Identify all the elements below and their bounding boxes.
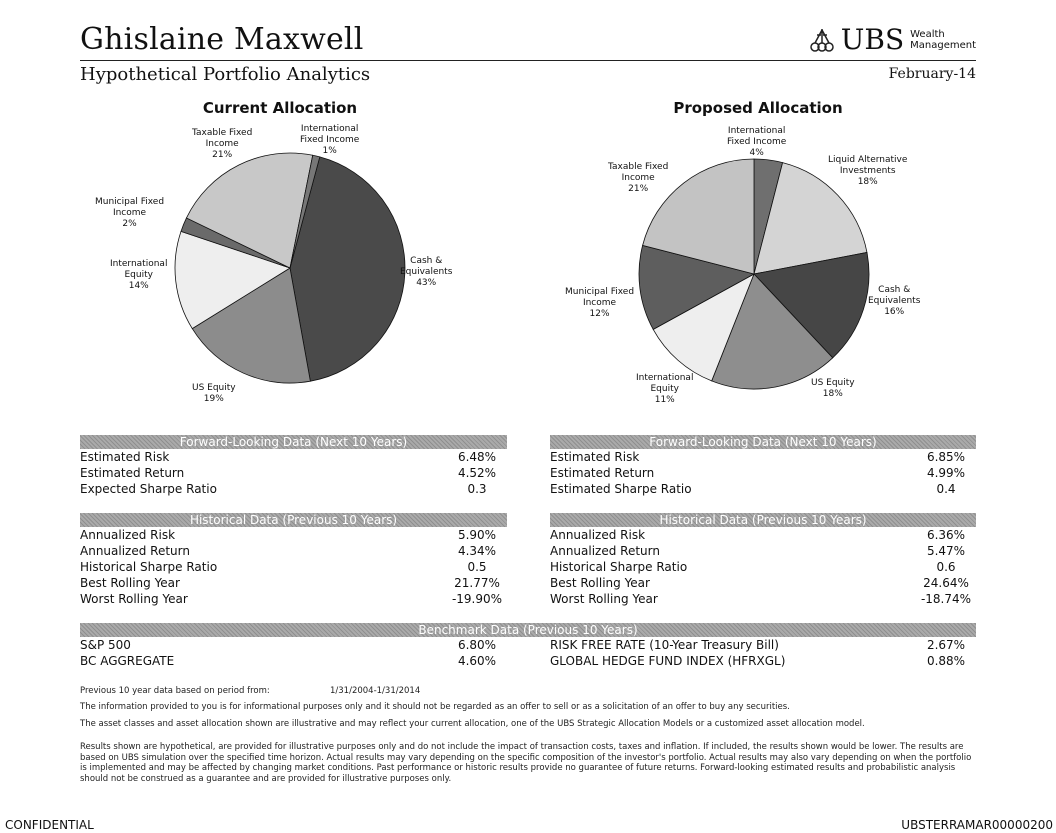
proposed-label-intl-fixed: International Fixed Income 4% [727,126,787,158]
period-value: 1/31/2004-1/31/2014 [330,686,421,696]
table-row: Best Rolling Year 24.64% [550,576,969,590]
client-name: Ghislaine Maxwell [80,22,364,57]
current-allocation-title: Current Allocation [202,99,358,117]
section-header: Benchmark Data (Previous 10 Years) [80,623,976,637]
ubs-brand: UBS [840,23,905,56]
table-row: Historical Sharpe Ratio 0.5 [80,560,487,574]
table-row: RISK FREE RATE (10-Year Treasury Bill) 2.67% [550,638,966,652]
asset-disclaimer: The asset classes and asset allocation shown are illustrative and may reflect your current allocation, one of the UBS Strategic Allocation Models or a customized asset allocation model. [80,719,865,729]
proposed-forward-panel [550,435,976,497]
period-label: Previous 10 year data based on period from: [80,686,270,696]
current-allocation-pie [175,153,405,383]
table-row: GLOBAL HEDGE FUND INDEX (HFRXGL) 0.88% [550,654,966,668]
table-row: Annualized Risk 5.90% [80,528,497,542]
current-label-intl-fixed: International Fixed Income 1% [300,124,360,156]
table-row: Expected Sharpe Ratio 0.3 [80,482,487,496]
current-label-us-equity: US Equity 19% [192,383,236,404]
section-header: Historical Data (Previous 10 Years) [550,513,976,527]
table-row: S&P 500 6.80% [80,638,497,652]
table-row: Best Rolling Year 21.77% [80,576,500,590]
proposed-label-intl-equity: International Equity 11% [636,373,694,405]
table-row: Estimated Return 4.99% [550,466,966,480]
table-row: Worst Rolling Year -19.90% [80,592,503,606]
current-label-cash: Cash & Equivalents 43% [400,256,453,288]
table-row: Annualized Risk 6.36% [550,528,966,542]
section-header: Historical Data (Previous 10 Years) [80,513,507,527]
table-row: Historical Sharpe Ratio 0.6 [550,560,956,574]
table-row: Estimated Risk 6.85% [550,450,966,464]
table-row: Worst Rolling Year -18.74% [550,592,972,606]
confidential-label: CONFIDENTIAL [5,818,94,832]
table-row: Estimated Risk 6.48% [80,450,497,464]
table-row: Annualized Return 5.47% [550,544,966,558]
proposed-label-taxable: Taxable Fixed Income 21% [608,162,669,194]
proposed-allocation-pie [639,159,869,389]
current-label-taxable: Taxable Fixed Income 21% [192,128,253,160]
proposed-label-muni: Municipal Fixed Income 12% [565,287,635,319]
proposed-historical-panel [550,513,976,607]
section-header: Forward-Looking Data (Next 10 Years) [550,435,976,449]
wealth-management-label: Wealth Management [910,28,976,51]
page-subtitle: Hypothetical Portfolio Analytics [80,64,371,85]
results-disclaimer: Results shown are hypothetical, are provided for illustrative purposes only and do not include the impact of transaction costs, taxes and inflation. If included, the results shown would be lower. The results are based on UBS simulation over the specified time horizon. Actual results may vary depending on the specific composition of the investor's portfolio. Actual results may also vary depending on when the portfolio is implemented and may be affected by changing market conditions. Past performance or historic results provide no guarantee of future returns. Forward-looking estimated results and probabilistic analysis should not be construed as a guarantee and are provided for illustrative purposes only. [80,742,972,784]
proposed-label-liquid-alt: Liquid Alternative Investments 18% [828,155,908,187]
table-row: BC AGGREGATE 4.60% [80,654,497,668]
current-label-intl-equity: International Equity 14% [110,259,168,291]
current-label-muni: Municipal Fixed Income 2% [95,197,165,229]
report-date: February-14 [888,66,976,82]
current-forward-panel [80,435,507,497]
proposed-label-cash: Cash & Equivalents 16% [868,285,921,317]
benchmark-panel [80,623,976,669]
proposed-label-us-equity: US Equity 18% [811,378,855,399]
bates-number: UBSTERRAMAR00000200 [901,818,1053,832]
table-row: Estimated Sharpe Ratio 0.4 [550,482,956,496]
table-row: Annualized Return 4.34% [80,544,497,558]
section-header: Forward-Looking Data (Next 10 Years) [80,435,507,449]
table-row: Estimated Return 4.52% [80,466,497,480]
proposed-allocation-title: Proposed Allocation [673,99,843,117]
info-disclaimer: The information provided to you is for informational purposes only and it should not be regarded as an offer to sell or as a solicitation of an offer to buy any securities. [80,702,790,712]
current-historical-panel [80,513,507,607]
